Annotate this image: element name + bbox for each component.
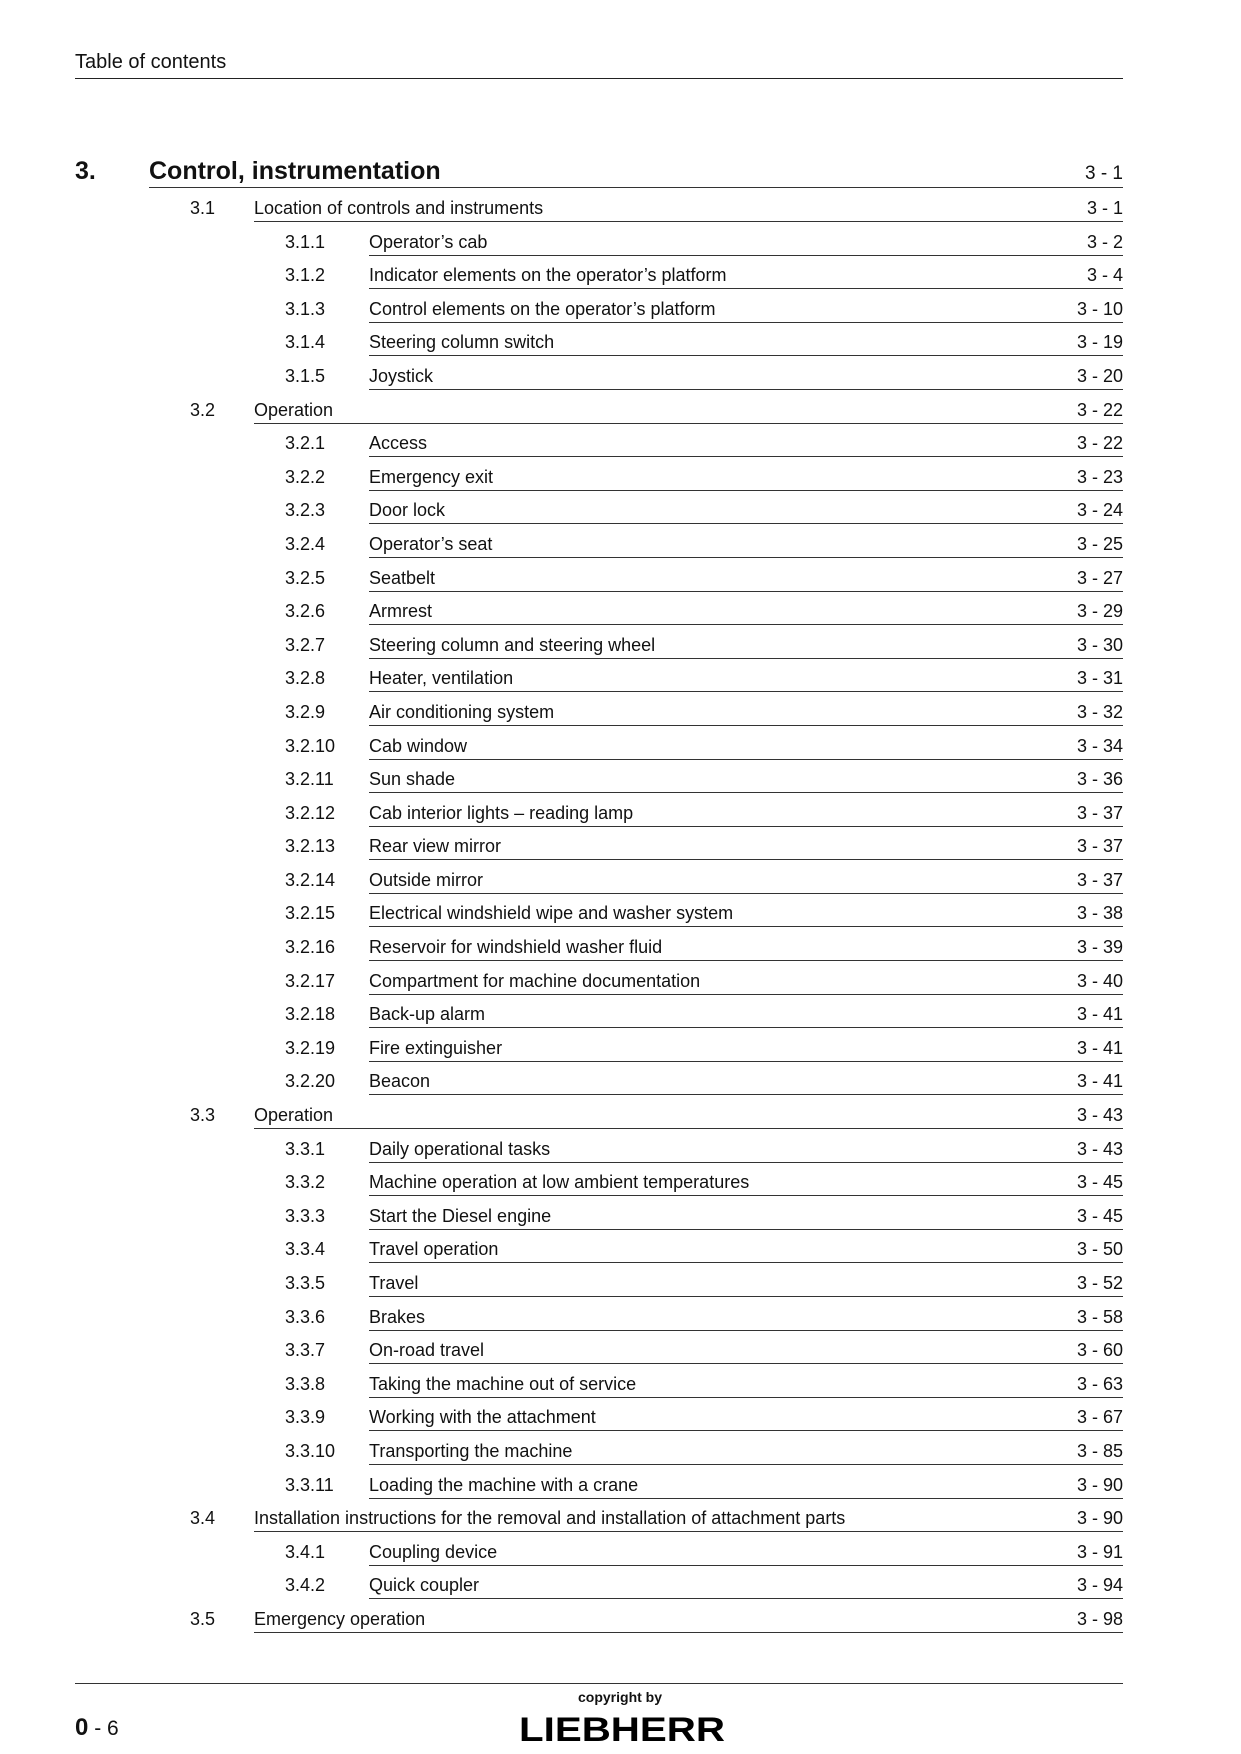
toc-entry-page: 3 - 63 [1076, 1373, 1123, 1394]
toc-entry-title: Air conditioning system [369, 701, 555, 722]
toc-entry[interactable] [0, 525, 1241, 559]
toc-entry-number: 3.2.15 [285, 903, 336, 924]
toc-entry-number: 3.3.11 [285, 1474, 334, 1495]
toc-entry-title: Operation [254, 399, 334, 420]
toc-entry-number: 3.2.19 [285, 1037, 336, 1058]
toc-entry-page: 3 - 41 [1076, 1004, 1123, 1025]
toc-entry-number: 3.2.13 [285, 836, 336, 857]
toc-entry-number: 3.3.6 [285, 1306, 326, 1327]
toc-entry-title: Heater, ventilation [369, 668, 514, 689]
toc-entry-title: Coupling device [369, 1541, 498, 1562]
toc-entry-number: 3.1.5 [285, 365, 326, 386]
toc-entry-number: 3.2.1 [285, 433, 326, 454]
toc-entry-title: Steering column switch [369, 332, 555, 353]
toc-entry-title: Control elements on the operator’s platform [369, 298, 716, 319]
toc-entry[interactable] [0, 659, 1241, 693]
toc-entry[interactable] [0, 1398, 1241, 1432]
toc-entry-title: Emergency operation [254, 1608, 426, 1629]
toc-entry[interactable] [0, 760, 1241, 794]
toc-entry-number: 3.2.2 [285, 466, 326, 487]
toc-entry[interactable] [0, 1533, 1241, 1567]
toc-entry-page: 3 - 37 [1076, 869, 1123, 890]
toc-entry-title: Machine operation at low ambient temperatures [369, 1172, 750, 1193]
toc-entry[interactable] [0, 626, 1241, 660]
toc-entry[interactable] [0, 559, 1241, 593]
toc-entry-number: 3.2.11 [285, 769, 334, 790]
toc-entry-number: 3.3.10 [285, 1440, 336, 1461]
toc-entry-page: 3 - 2 [1086, 231, 1123, 252]
toc-entry-title: Seatbelt [369, 567, 436, 588]
toc-entry-page: 3 - 91 [1076, 1541, 1123, 1562]
page-number [75, 1714, 119, 1742]
toc-entry-page: 3 - 20 [1076, 365, 1123, 386]
toc-entry[interactable] [0, 861, 1241, 895]
toc-entry[interactable] [0, 290, 1241, 324]
toc-entry[interactable] [0, 491, 1241, 525]
toc-entry-number: 3.2.5 [285, 567, 326, 588]
toc-entry-number: 3.2.8 [285, 668, 326, 689]
toc-entry[interactable] [0, 1466, 1241, 1500]
toc-entry-number: 3.4 [190, 1508, 216, 1529]
page-number-major: 0 [75, 1714, 89, 1741]
toc-entry-title: Start the Diesel engine [369, 1205, 552, 1226]
toc-entry[interactable] [0, 1331, 1241, 1365]
chapter-number: 3. [75, 157, 96, 185]
toc-entry-number: 3.4.2 [285, 1575, 326, 1596]
toc-entry-number: 3.1.4 [285, 332, 326, 353]
toc-entry-title: Cab interior lights – reading lamp [369, 802, 634, 823]
toc-entry-title: Indicator elements on the operator’s platform [369, 265, 727, 286]
toc-entry-page: 3 - 22 [1076, 433, 1123, 454]
toc-entry-page: 3 - 43 [1076, 1138, 1123, 1159]
toc-entry-page: 3 - 36 [1076, 769, 1123, 790]
liebherr-logo [517, 1712, 727, 1746]
toc-entry-page: 3 - 34 [1076, 735, 1123, 756]
toc-entry[interactable] [0, 727, 1241, 761]
toc-entry-title: Reservoir for windshield washer fluid [369, 937, 663, 958]
toc-entry-title: Back-up alarm [369, 1004, 486, 1025]
toc-entry-title: On-road travel [369, 1340, 485, 1361]
toc-entry-title: Compartment for machine documentation [369, 970, 701, 991]
toc-entry[interactable] [0, 458, 1241, 492]
toc-entry[interactable] [0, 1230, 1241, 1264]
toc-entry[interactable] [0, 189, 1241, 223]
toc-entry-page: 3 - 41 [1076, 1037, 1123, 1058]
toc-entry[interactable] [0, 323, 1241, 357]
header-title: Table of contents [75, 51, 227, 73]
toc-entry-number: 3.2 [190, 399, 216, 420]
toc-entry[interactable] [0, 1298, 1241, 1332]
toc-entry-title: Quick coupler [369, 1575, 480, 1596]
toc-entry-number: 3.2.14 [285, 869, 336, 890]
toc-entry-number: 3.2.17 [285, 970, 336, 991]
toc-entry-page: 3 - 45 [1076, 1172, 1123, 1193]
toc-entry-title: Taking the machine out of service [369, 1373, 637, 1394]
toc-entry-number: 3.2.3 [285, 500, 326, 521]
toc-entry-page: 3 - 40 [1076, 970, 1123, 991]
toc-entry-page: 3 - 98 [1076, 1608, 1123, 1629]
toc-entry-page: 3 - 29 [1076, 601, 1123, 622]
toc-entry-title: Door lock [369, 500, 446, 521]
toc-entry[interactable] [0, 1163, 1241, 1197]
toc-entry-page: 3 - 10 [1076, 298, 1123, 319]
logo-text: LIEBHERR [519, 1712, 725, 1746]
toc-entry-page: 3 - 24 [1076, 500, 1123, 521]
toc-entry-number: 3.1.3 [285, 298, 326, 319]
toc-entry-page: 3 - 32 [1076, 701, 1123, 722]
toc-entry-number: 3.5 [190, 1608, 216, 1629]
toc-entry[interactable] [0, 256, 1241, 290]
footer-divider [75, 1683, 1123, 1684]
toc-entry-number: 3.2.20 [285, 1071, 336, 1092]
toc-entry[interactable] [0, 827, 1241, 861]
toc-entry[interactable] [0, 424, 1241, 458]
toc-entry-page: 3 - 1 [1086, 198, 1123, 218]
toc-entry-title: Location of controls and instruments [254, 198, 544, 218]
toc-entry-title: Brakes [369, 1306, 426, 1327]
toc-entry-page: 3 - 30 [1076, 634, 1123, 655]
toc-entry-page: 3 - 22 [1076, 399, 1123, 420]
toc-entry-title: Travel [369, 1273, 419, 1293]
toc-entry[interactable] [0, 1096, 1241, 1130]
toc-entry-title: Beacon [369, 1071, 431, 1092]
toc-entry-number: 3.3.5 [285, 1273, 326, 1293]
toc-entry-number: 3.2.7 [285, 634, 326, 655]
toc-entry-number: 3.2.12 [285, 802, 336, 823]
toc-entry-number: 3.2.10 [285, 735, 336, 756]
toc-entry-page: 3 - 90 [1076, 1474, 1123, 1495]
toc-entry-page: 3 - 90 [1076, 1508, 1123, 1529]
toc-entry-page: 3 - 19 [1076, 332, 1123, 353]
toc-entry[interactable] [0, 1566, 1241, 1600]
toc-entry-title: Electrical windshield wipe and washer system [369, 903, 734, 924]
toc-entry-page: 3 - 58 [1076, 1306, 1123, 1327]
toc-entry-number: 3.3 [190, 1105, 216, 1126]
toc-entry[interactable] [0, 693, 1241, 727]
toc-entry-page: 3 - 43 [1076, 1105, 1123, 1126]
toc-entry-page: 3 - 37 [1076, 836, 1123, 857]
toc-entry[interactable] [0, 928, 1241, 962]
toc-list [0, 189, 1241, 1634]
toc-entry-page: 3 - 45 [1076, 1205, 1123, 1226]
toc-entry[interactable] [0, 962, 1241, 996]
toc-entry-number: 3.1 [190, 198, 216, 218]
toc-entry-number: 3.1.2 [285, 265, 326, 286]
toc-entry-number: 3.2.16 [285, 937, 336, 958]
toc-entry[interactable] [0, 794, 1241, 828]
toc-entry-page: 3 - 39 [1076, 937, 1123, 958]
toc-entry-number: 3.2.4 [285, 533, 326, 554]
toc-entry[interactable] [0, 1029, 1241, 1063]
toc-entry-number: 3.2.9 [285, 701, 326, 722]
toc-entry-number: 3.2.18 [285, 1004, 336, 1025]
toc-entry[interactable] [0, 592, 1241, 626]
toc-entry-page: 3 - 67 [1076, 1407, 1123, 1428]
toc-entry-number: 3.3.3 [285, 1205, 326, 1226]
toc-entry-page: 3 - 85 [1076, 1440, 1123, 1461]
toc-entry-title: Travel operation [369, 1239, 499, 1260]
toc-entry[interactable] [0, 357, 1241, 391]
toc-entry-title: Rear view mirror [369, 836, 502, 857]
toc-entry-page: 3 - 38 [1076, 903, 1123, 924]
toc-entry-number: 3.2.6 [285, 601, 326, 622]
toc-entry-title: Outside mirror [369, 869, 484, 890]
toc-entry-title: Fire extinguisher [369, 1037, 503, 1058]
header-divider [75, 78, 1123, 79]
toc-entry-title: Sun shade [369, 769, 456, 790]
toc-entry-page: 3 - 52 [1076, 1273, 1123, 1293]
toc-entry-page: 3 - 94 [1076, 1575, 1123, 1596]
toc-entry-number: 3.3.1 [285, 1138, 326, 1159]
toc-entry-number: 3.3.4 [285, 1239, 326, 1260]
toc-entry[interactable] [0, 223, 1241, 257]
toc-entry-page: 3 - 41 [1076, 1071, 1123, 1092]
toc-entry[interactable] [0, 1365, 1241, 1399]
toc-entry-title: Joystick [369, 365, 434, 386]
toc-entry-page: 3 - 60 [1076, 1340, 1123, 1361]
toc-entry-page: 3 - 4 [1086, 265, 1123, 286]
toc-entry[interactable] [0, 1499, 1241, 1533]
toc-entry[interactable] [0, 1062, 1241, 1096]
toc-entry-title: Cab window [369, 735, 468, 756]
page-number-separator: - [88, 1717, 108, 1740]
toc-entry[interactable] [0, 995, 1241, 1029]
toc-entry-title: Access [369, 433, 428, 454]
copyright-label: copyright by [578, 1689, 663, 1705]
toc-entry-underline [254, 1632, 1123, 1633]
page-number-minor: 6 [107, 1717, 119, 1740]
toc-entry-title: Operator’s seat [369, 533, 493, 554]
toc-entry-number: 3.3.9 [285, 1407, 326, 1428]
toc-entry[interactable] [0, 1432, 1241, 1466]
toc-entry-page: 3 - 23 [1076, 466, 1123, 487]
toc-entry[interactable] [0, 391, 1241, 425]
toc-entry-title: Steering column and steering wheel [369, 634, 656, 655]
chapter-title: Control, instrumentation [149, 157, 441, 185]
toc-entry-number: 3.3.2 [285, 1172, 326, 1193]
toc-entry-page: 3 - 27 [1076, 567, 1123, 588]
toc-entry-title: Installation instructions for the removal and installation of attachment parts [254, 1508, 846, 1529]
toc-entry-page: 3 - 37 [1076, 802, 1123, 823]
toc-entry[interactable] [0, 1600, 1241, 1634]
toc-entry[interactable] [0, 1130, 1241, 1164]
toc-entry-number: 3.3.7 [285, 1340, 326, 1361]
chapter-page-ref: 3 - 1 [1084, 163, 1123, 184]
toc-entry[interactable] [0, 1264, 1241, 1298]
toc-entry-number: 3.1.1 [285, 231, 326, 252]
toc-entry-page: 3 - 50 [1076, 1239, 1123, 1260]
toc-entry-title: Daily operational tasks [369, 1138, 551, 1159]
toc-entry-title: Loading the machine with a crane [369, 1474, 639, 1495]
toc-entry-page: 3 - 31 [1076, 668, 1123, 689]
toc-entry-title: Operation [254, 1105, 334, 1126]
toc-entry-title: Operator’s cab [369, 231, 488, 252]
toc-entry[interactable] [0, 894, 1241, 928]
chapter-divider [149, 187, 1123, 188]
toc-entry-title: Armrest [369, 601, 432, 622]
toc-entry-page: 3 - 25 [1076, 533, 1123, 554]
toc-entry-title: Transporting the machine [369, 1440, 573, 1461]
toc-entry-title: Working with the attachment [369, 1407, 596, 1428]
toc-entry-number: 3.3.8 [285, 1373, 326, 1394]
toc-entry-title: Emergency exit [369, 466, 494, 487]
toc-entry[interactable] [0, 1197, 1241, 1231]
toc-entry-number: 3.4.1 [285, 1541, 326, 1562]
